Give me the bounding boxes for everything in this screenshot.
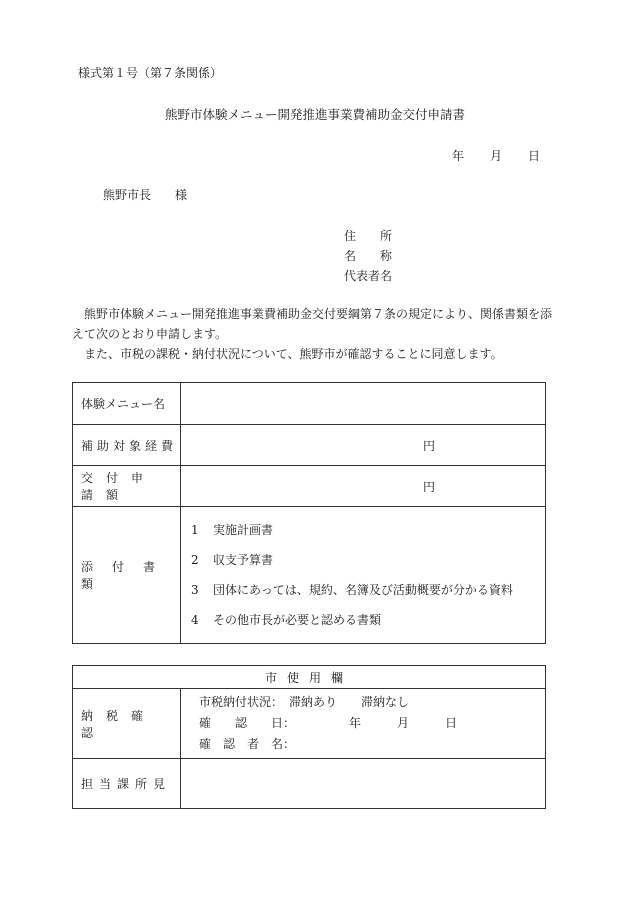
menu-name-label: 体験メニュー名 — [73, 383, 181, 425]
tax-check-details — [181, 689, 546, 759]
office-use-header: 市使用欄 — [73, 666, 546, 689]
attachment-item: 4 その他市長が必要と認める書類 — [191, 613, 382, 627]
attachment-item: 2 収支予算書 — [191, 553, 274, 567]
application-details-table — [72, 382, 546, 644]
name-label: 名 称 — [344, 249, 393, 263]
date-day: 日 — [528, 149, 541, 163]
statement-paragraph-2: また、市税の課税・納付状況について、熊野市が確認することに同意します。 — [84, 347, 503, 361]
attachment-item: 3 団体にあっては、規約、名簿及び活動概要が分かる資料 — [191, 583, 513, 597]
date-year: 年 — [452, 149, 465, 163]
statement-paragraph-1: 熊野市体験メニュー開発推進事業費補助金交付要綱第７条の規定により、関係書類を添えて次のとおり申請します。 — [72, 307, 553, 341]
menu-name-field[interactable] — [181, 383, 546, 425]
attachments-list — [181, 507, 546, 644]
attachment-item: 1 実施計画書 — [191, 523, 274, 537]
tax-check-label: 納税確認 — [73, 689, 181, 759]
form-number: 様式第１号（第７条関係） — [78, 66, 223, 80]
office-use-table — [72, 665, 546, 809]
confirm-date-line: 確 認 日： 年 月 日 — [199, 716, 458, 730]
application-amount-unit: 円 — [422, 479, 435, 494]
document-title: 熊野市体験メニュー開発推進事業費補助金交付申請書 — [164, 107, 465, 122]
applicant-block — [344, 226, 392, 286]
date-month: 月 — [490, 149, 503, 163]
addressee: 熊野市長 様 — [103, 188, 188, 202]
tax-status-line: 市税納付状況： 滞納あり 滞納なし — [199, 695, 410, 709]
eligible-cost-field[interactable] — [181, 425, 546, 466]
confirmer-line: 確 認 者 名： — [199, 737, 296, 751]
application-amount-label: 交付申請額 — [73, 466, 181, 507]
application-amount-field[interactable] — [181, 466, 546, 507]
application-date — [452, 147, 540, 164]
address-label: 住 所 — [344, 229, 393, 243]
eligible-cost-label: 補助対象経費 — [73, 425, 181, 466]
attachments-label: 添付書類 — [73, 507, 181, 644]
eligible-cost-unit: 円 — [422, 438, 435, 453]
section-opinion-field[interactable] — [181, 759, 546, 809]
representative-label: 代表者名 — [344, 269, 393, 283]
section-opinion-label: 担当課所見 — [73, 759, 181, 809]
application-statement — [72, 304, 552, 364]
